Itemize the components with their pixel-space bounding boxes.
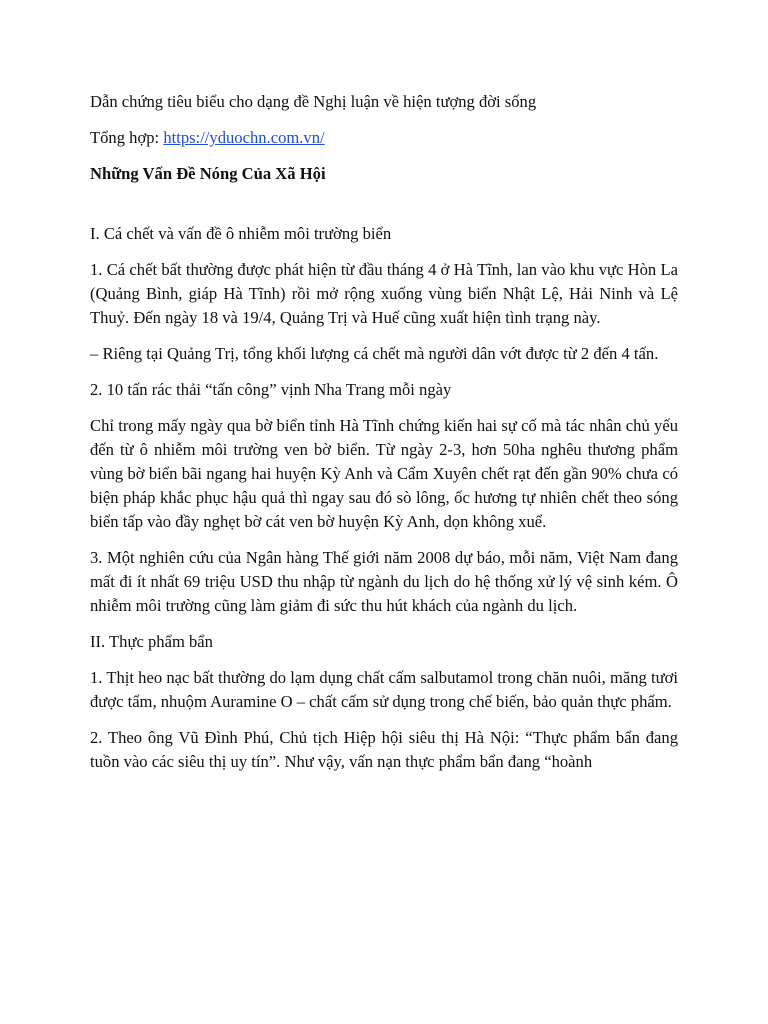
paragraph-world-bank: 3. Một nghiên cứu của Ngân hàng Thế giới năm 2008 dự báo, mỗi năm, Việt Nam đang mất đi ít nhất 69 triệu USD thu nhập từ ngành du lịch do hệ thống xử lý vệ sinh kém. Ô nhiễm môi trường cũng làm giảm đi sức thu hút khách của ngành du lịch. [90,548,678,615]
paragraph-quang-tri: – Riêng tại Quảng Trị, tổng khối lượng cá chết mà người dân vớt được từ 2 đến 4 tấn. [90,344,659,363]
paragraph-dead-fish: 1. Cá chết bất thường được phát hiện từ đầu tháng 4 ở Hà Tĩnh, lan vào khu vực Hòn La (Quảng Bình, giáp Hà Tĩnh) rồi mở rộng xuống vùng biển Nhật Lệ, Hải Ninh và Lệ Thuỷ. Đến ngày 18 và 19/4, Quảng Trị và Huế cũng xuất hiện tình trạng này. [90,260,678,327]
section-heading-1: I. Cá chết và vấn đề ô nhiễm môi trường biển [90,224,392,243]
paragraph-supermarkets: 2. Theo ông Vũ Đình Phú, Chủ tịch Hiệp hội siêu thị Hà Nội: “Thực phẩm bẩn đang tuồn vào các siêu thị uy tín”. Như vậy, vấn nạn thực phẩm bẩn đang “hoành [90,728,678,771]
paragraph-salbutamol: 1. Thịt heo nạc bất thường do lạm dụng chất cấm salbutamol trong chăn nuôi, măng tươi được tẩm, nhuộm Auramine O – chất cấm sử dụng trong chế biến, bảo quản thực phẩm. [90,668,678,711]
paragraph-ha-tinh-coast: Chỉ trong mấy ngày qua bờ biển tỉnh Hà Tĩnh chứng kiến hai sự cố mà tác nhân chủ yếu đến từ ô nhiễm môi trường ven bờ biển. Từ ngày 2-3, hơn 50ha nghêu thương phẩm vùng bờ biển bãi ngang hai huyện Kỳ Anh và Cẩm Xuyên chết rạt đến gần 90% chưa có biện pháp khắc phục hậu quả thì ngay sau đó sò lông, ốc hương tự nhiên chết theo sóng biển tấp vào đầy nghẹt bờ cát ven bờ huyện Kỳ Anh, dọn không xuể. [90,416,678,531]
source-label: Tổng hợp: [90,128,164,147]
source-link[interactable]: https://yduochn.com.vn/ [163,128,325,147]
blank-line [90,198,678,222]
intro-line: Dẫn chứng tiêu biểu cho dạng đề Nghị luận về hiện tượng đời sống [90,92,537,111]
paragraph-nha-trang: 2. 10 tấn rác thải “tấn công” vịnh Nha Trang mỗi ngày [90,380,452,399]
section-heading-2: II. Thực phẩm bẩn [90,632,213,651]
document-body [90,90,678,786]
document-title: Những Vấn Đề Nóng Của Xã Hội [90,164,326,183]
source-line [90,126,678,150]
